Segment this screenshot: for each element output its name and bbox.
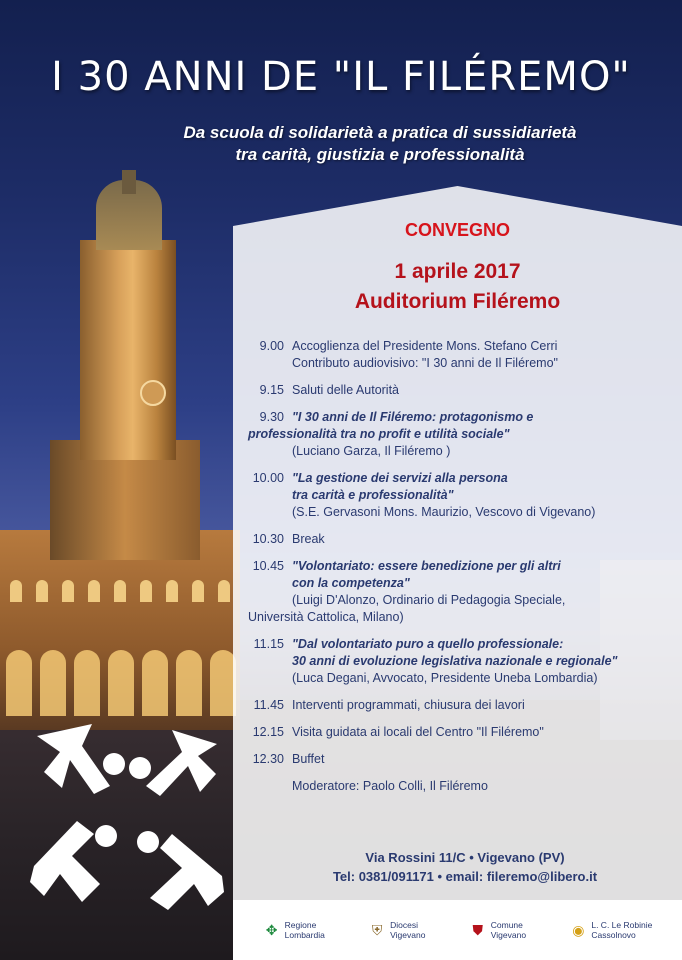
sponsor-bar [233,900,682,960]
sponsor-name-line: Cassolnovo [591,930,636,940]
sponsor-logo [469,919,526,941]
subtitle-line-2: tra carità, giustizia e professionalità [235,145,525,164]
program-details [292,338,668,372]
talk-title: professionalità tra no profit e utilità sociale" [248,427,510,441]
sponsor-name [491,920,526,940]
program-details [292,751,668,768]
program-details [292,636,668,687]
sponsor-name-line: Vigevano [390,930,426,940]
program-details [292,470,668,521]
sponsor-name-line: Vigevano [490,930,527,940]
program-text: Buffet [292,752,325,766]
program-item [248,409,668,460]
program-text: Saluti delle Autorità [292,383,400,397]
program-details [292,724,668,741]
sponsor-logo [368,919,425,941]
event-date: 1 aprile 2017 [394,260,521,283]
speaker-note: (Luciano Garza, Il Filéremo ) [292,444,451,458]
program-details [292,382,668,399]
lions-club-logo-icon: ◉ [572,921,585,938]
phone-email-line: Tel: 0381/091171 • email: fileremo@libero.it [332,869,598,884]
program-text: Visita guidata ai locali del Centro "Il Filéremo" [292,725,544,739]
fileremo-emblem-icon [22,716,232,916]
program-item [248,470,668,521]
event-venue: Auditorium Filéremo [354,290,561,313]
sponsor-name-line: Lombardia [284,930,325,940]
program-item [248,724,668,741]
program-time: 10.45 [252,559,284,573]
program-item [248,338,668,372]
program-item [248,697,668,714]
bell-tower [80,240,176,460]
speaker-note: (Luca Degani, Avvocato, Presidente Uneba Lombardia) [292,671,598,685]
talk-title: tra carità e professionalità" [292,488,454,502]
subtitle-line-1: Da scuola di solidarietà a pratica di sussidiarietà [183,123,577,142]
sponsor-logo [569,919,652,941]
talk-title: "La gestione dei servizi alla persona [292,471,508,485]
moderator-line: Moderatore: Paolo Colli, Il Filéremo [292,779,488,793]
sponsor-name [591,920,652,940]
talk-title: "Volontariato: essere benedizione per gli altri [292,559,561,573]
program-list [248,338,668,795]
speaker-note: (S.E. Gervasoni Mons. Maurizio, Vescovo di Vigevano) [292,505,596,519]
program-time: 11.15 [253,637,284,651]
program-item [248,382,668,399]
program-details [292,531,668,548]
event-type: CONVEGNO [404,220,510,240]
program-item [248,558,668,626]
sponsor-name [390,920,425,940]
program-time: 9.15 [259,383,284,397]
program-item [248,751,668,768]
arcade-windows [4,580,234,602]
sponsor-name-line: Regione [284,920,317,930]
poster-subtitle [100,122,660,166]
sponsor-name [285,920,325,940]
contact-info [300,848,630,886]
sponsor-name-line: L. C. Le Robinie [591,920,653,930]
talk-title: "Dal volontariato puro a quello professionale: [292,637,564,651]
regione-lombardia-logo-icon: ✥ [265,921,278,938]
program-text: Interventi programmati, chiusura dei lavori [292,698,525,712]
sponsor-logo [263,919,325,941]
poster-title: I 30 ANNI DE "IL FILÉREMO" [51,54,631,100]
talk-title: 30 anni di evoluzione legislativa nazionale e regionale" [292,654,618,668]
diocesi-crest-icon: ⛨ [371,921,383,938]
arcade-arches [0,650,240,720]
speaker-note: Università Cattolica, Milano) [248,610,404,624]
comune-crest-icon: ⛊ [472,921,483,938]
program-time: 9.00 [259,339,284,353]
address-line: Via Rossini 11/C • Vigevano (PV) [365,850,565,865]
program-time: 10.30 [252,532,284,546]
sponsor-name-line: Diocesi [390,920,419,930]
program-time: 12.15 [252,725,284,739]
program-details [292,697,668,714]
program-text: Break [292,532,325,546]
program-item [248,636,668,687]
program-time: 12.30 [252,752,284,766]
talk-title: "I 30 anni de Il Filéremo: protagonismo e [292,410,534,424]
sponsor-name-line: Comune [490,920,523,930]
program-item [248,531,668,548]
program-text: Contributo audiovisivo: "I 30 anni de Il Filéremo" [292,356,558,370]
program-time: 11.45 [253,698,284,712]
program-text: Accoglienza del Presidente Mons. Stefano Cerri [292,339,558,353]
tower-spire [122,170,136,194]
talk-title: con la competenza" [292,576,410,590]
clock-icon [140,380,166,406]
speaker-note: (Luigi D'Alonzo, Ordinario di Pedagogia Speciale, [292,593,566,607]
program-time: 9.30 [259,410,284,424]
program-time: 10.00 [252,471,284,485]
